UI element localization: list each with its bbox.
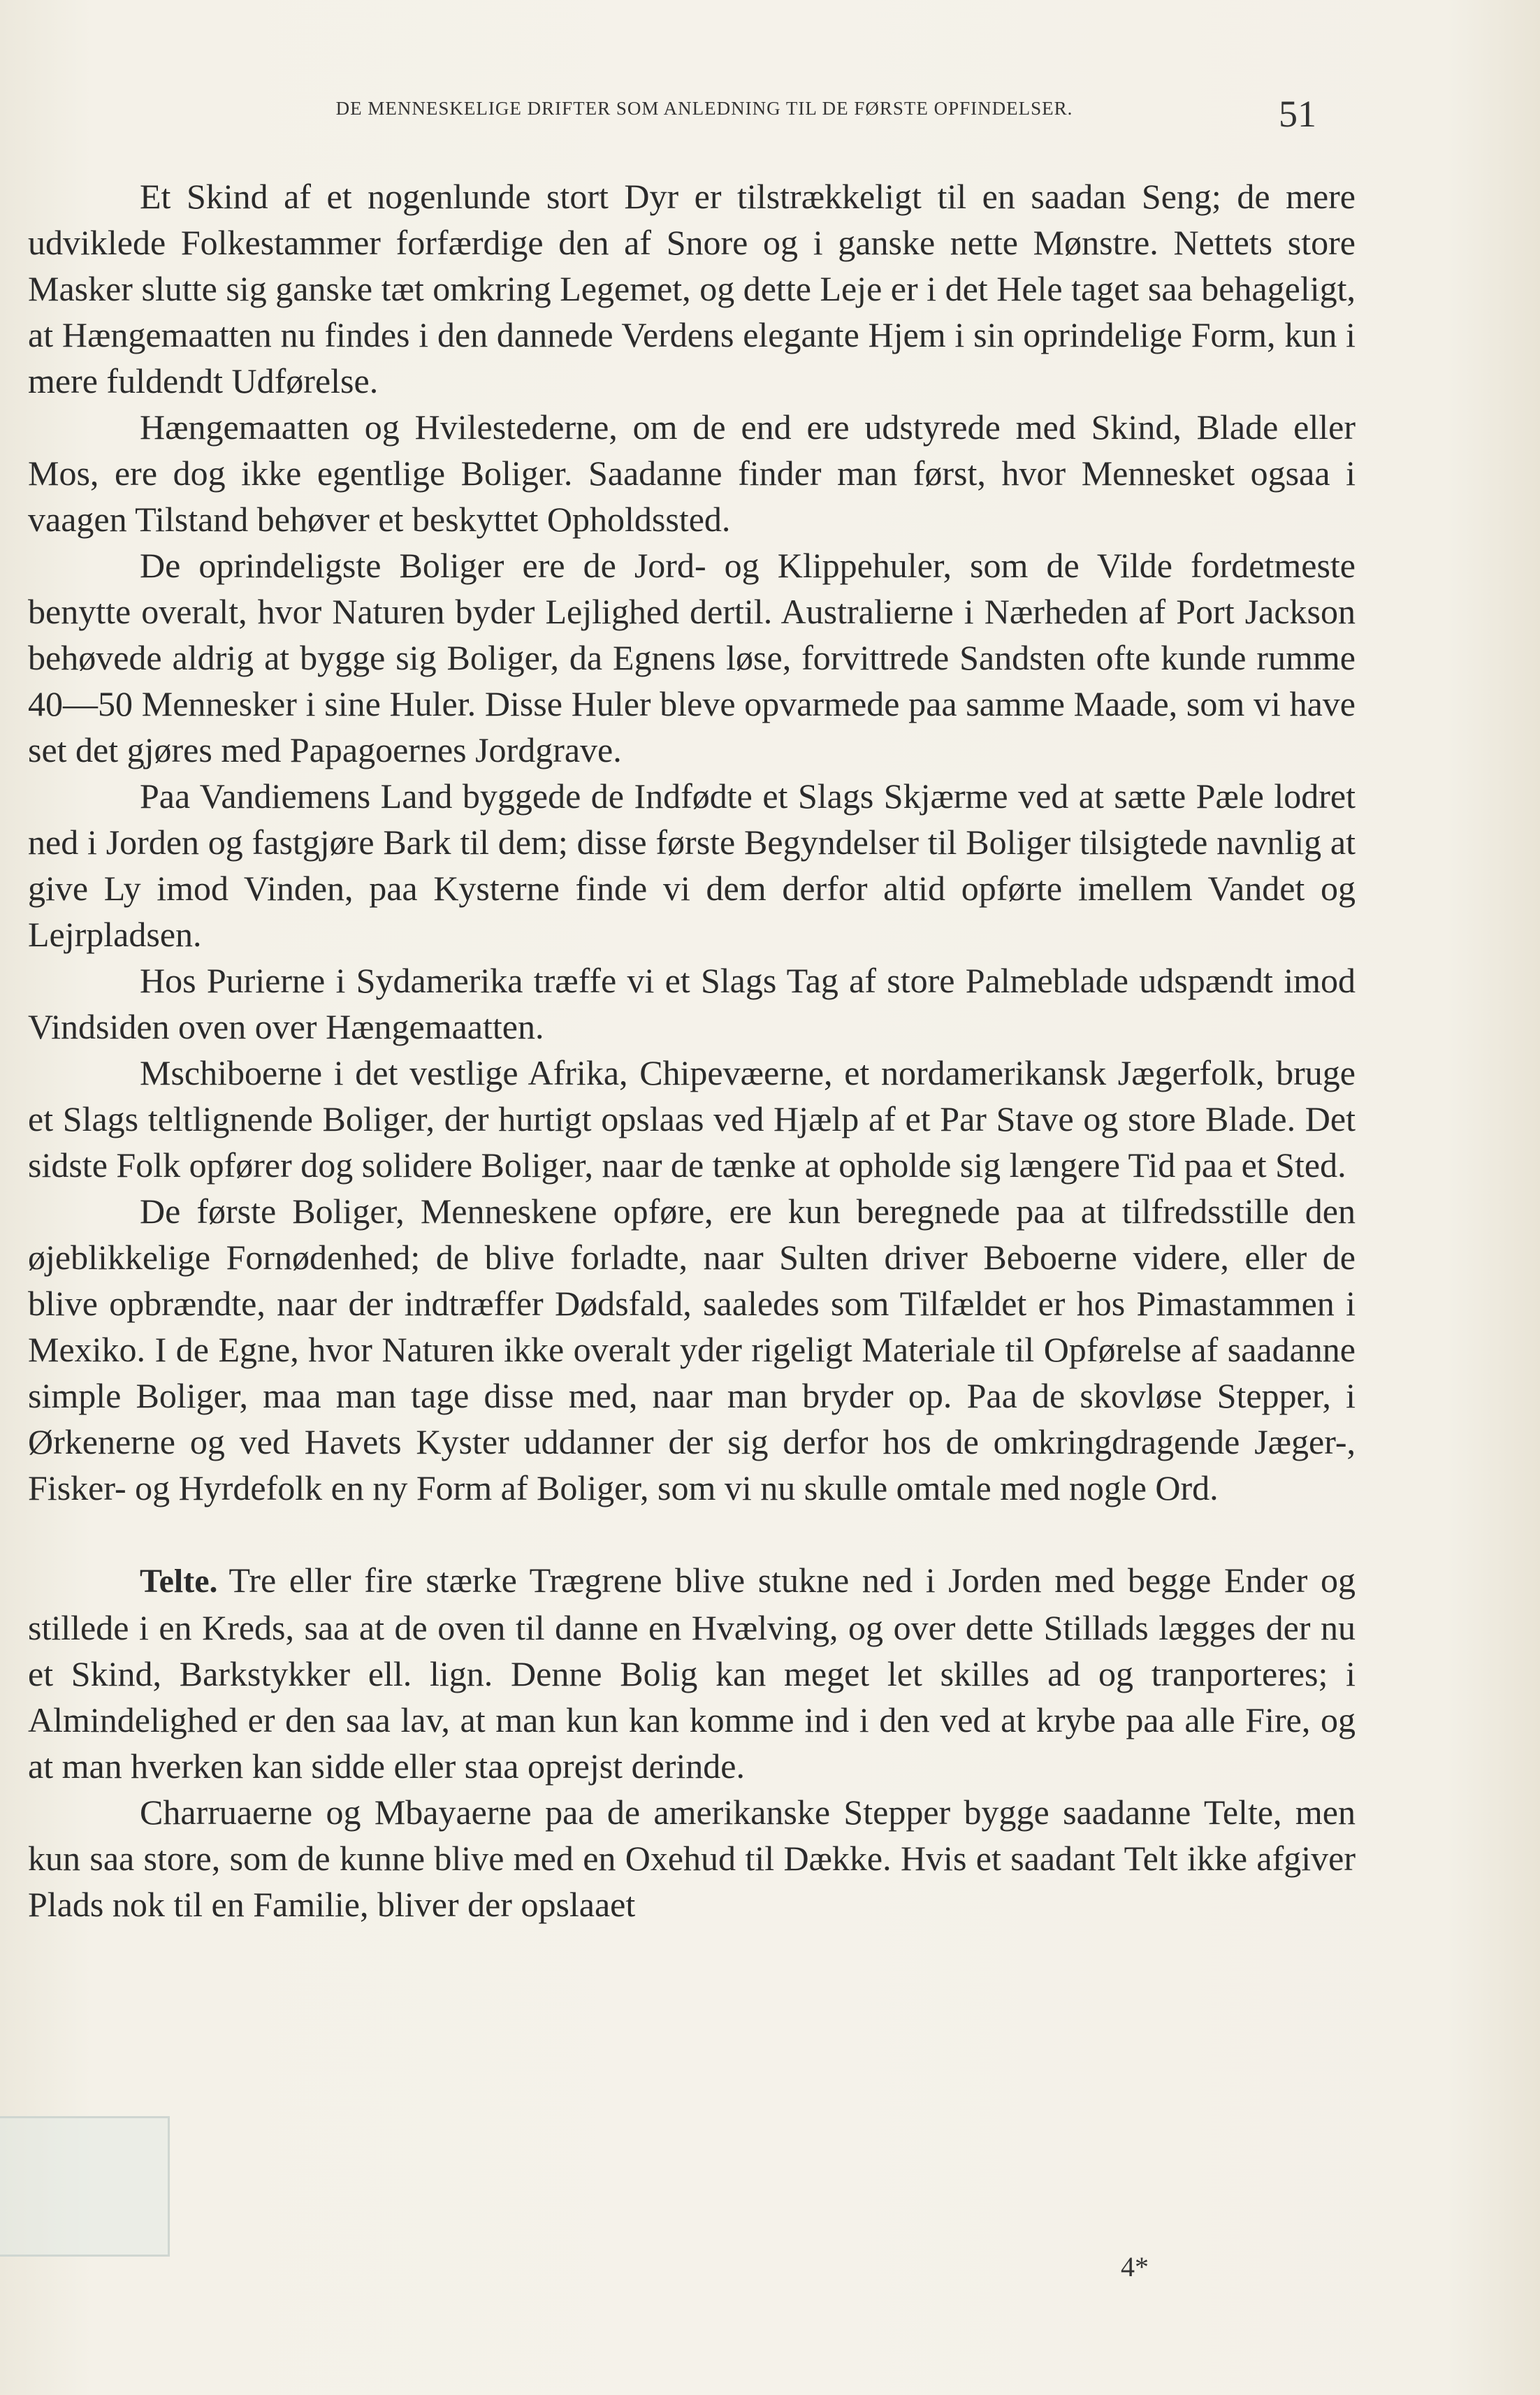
paragraph: Et Skind af et nogenlunde stort Dyr er tilstrækkeligt til en saadan Seng; de mere udviklede Folkestammer forfærdige den af Snore og i ganske nette Mønstre. Nettets store Masker slutte sig ganske tæt omkring Legemet, og dette Leje er i det Hele taget saa behageligt, at Hængemaatten nu findes i den dannede Verdens elegante Hjem i sin oprindelige Form, kun i mere fuldendt Udførelse.: [28, 177, 1356, 400]
signature-mark: 4*: [1121, 2251, 1149, 2282]
paragraph: Paa Vandiemens Land byggede de Indfødte et Slags Skjærme ved at sætte Pæle lodret ned i Jorden og fastgjøre Bark til dem; disse første Begyndelser til Boliger tilsigtede navnlig at give Ly imod Vinden, paa Kysterne finde vi dem derfor altid opførte imellem Vandet og Lejrpladsen.: [28, 776, 1356, 954]
page-number: 51: [1279, 93, 1316, 135]
running-header: DE MENNESKELIGE DRIFTER SOM ANLEDNING TIL DE FØRSTE OPFINDELSER.: [335, 98, 1073, 119]
paragraph: Hos Purierne i Sydamerika træffe vi et Slags Tag af store Palmeblade udspændt imod Vindsiden oven over Hængemaatten.: [28, 961, 1356, 1046]
paragraph: Charruaerne og Mbayaerne paa de amerikanske Stepper bygge saadanne Telte, men kun saa store, som de kunne blive med en Oxehud til Dække. Hvis et saadant Telt ikke afgiver Plads nok til en Familie, bliver der opslaaet: [28, 1793, 1356, 1924]
section-heading: Telte.: [140, 1563, 218, 1600]
paragraph: Hængemaatten og Hvilestederne, om de end ere udstyrede med Skind, Blade eller Mos, ere dog ikke egentlige Boliger. Saadanne finder man først, hvor Mennesket ogsaa i vaagen Tilstand behøver et beskyttet Opholdssted.: [28, 407, 1356, 539]
paragraph: Mschiboerne i det vestlige Afrika, Chipevæerne, et nordamerikansk Jægerfolk, bruge et Slags teltlignende Boliger, der hurtigt opslaas ved Hjælp af et Par Stave og store Blade. Det sidste Folk opfører dog solidere Boliger, naar de tænke at opholde sig længere Tid paa et Sted.: [28, 1053, 1356, 1185]
body-text: [28, 173, 1356, 1927]
paragraph: De oprindeligste Boliger ere de Jord- og Klippehuler, som de Vilde fordetmeste benytte overalt, hvor Naturen byder Lejlighed dertil. Australierne i Nærheden af Port Jackson behøvede aldrig at bygge sig Boliger, da Egnens løse, forvittrede Sandsten ofte kunde rumme 40—50 Mennesker i sine Huler. Disse Huler bleve opvarmede paa samme Maade, som vi have set det gjøres med Papagoernes Jordgrave.: [28, 546, 1356, 769]
section-telte: [28, 1557, 1356, 1789]
page-edge-tab: [0, 2116, 170, 2257]
section-text: Tre eller fire stærke Trægrene blive stukne ned i Jorden med begge Ender og stillede i en Kreds, saa at de oven til danne en Hvælving, og over dette Stillads lægges der nu et Skind, Barkstykker ell. lign. Denne Bolig kan meget let skilles ad og tranporteres; i Almindelighed er den saa lav, at man kun kan komme ind i den ved at krybe paa alle Fire, og at man hverken kan sidde eller staa oprejst derinde.: [28, 1561, 1356, 1786]
paragraph: De første Boliger, Menneskene opføre, ere kun beregnede paa at tilfredsstille den øjeblikkelige Fornødenhed; de blive forladte, naar Sulten driver Beboerne videre, eller de blive opbrændte, naar der indtræffer Dødsfald, saaledes som Tilfældet er hos Pimastammen i Mexiko. I de Egne, hvor Naturen ikke overalt yder rigeligt Materiale til Opførelse af saadanne simple Boliger, maa man tage disse med, naar man bryder op. Paa de skovløse Stepper, i Ørkenerne og ved Havets Kyster uddanner der sig derfor hos de omkringdragende Jæger-, Fisker- og Hyrdefolk en ny Form af Boliger, som vi nu skulle omtale med nogle Ord.: [28, 1192, 1356, 1507]
